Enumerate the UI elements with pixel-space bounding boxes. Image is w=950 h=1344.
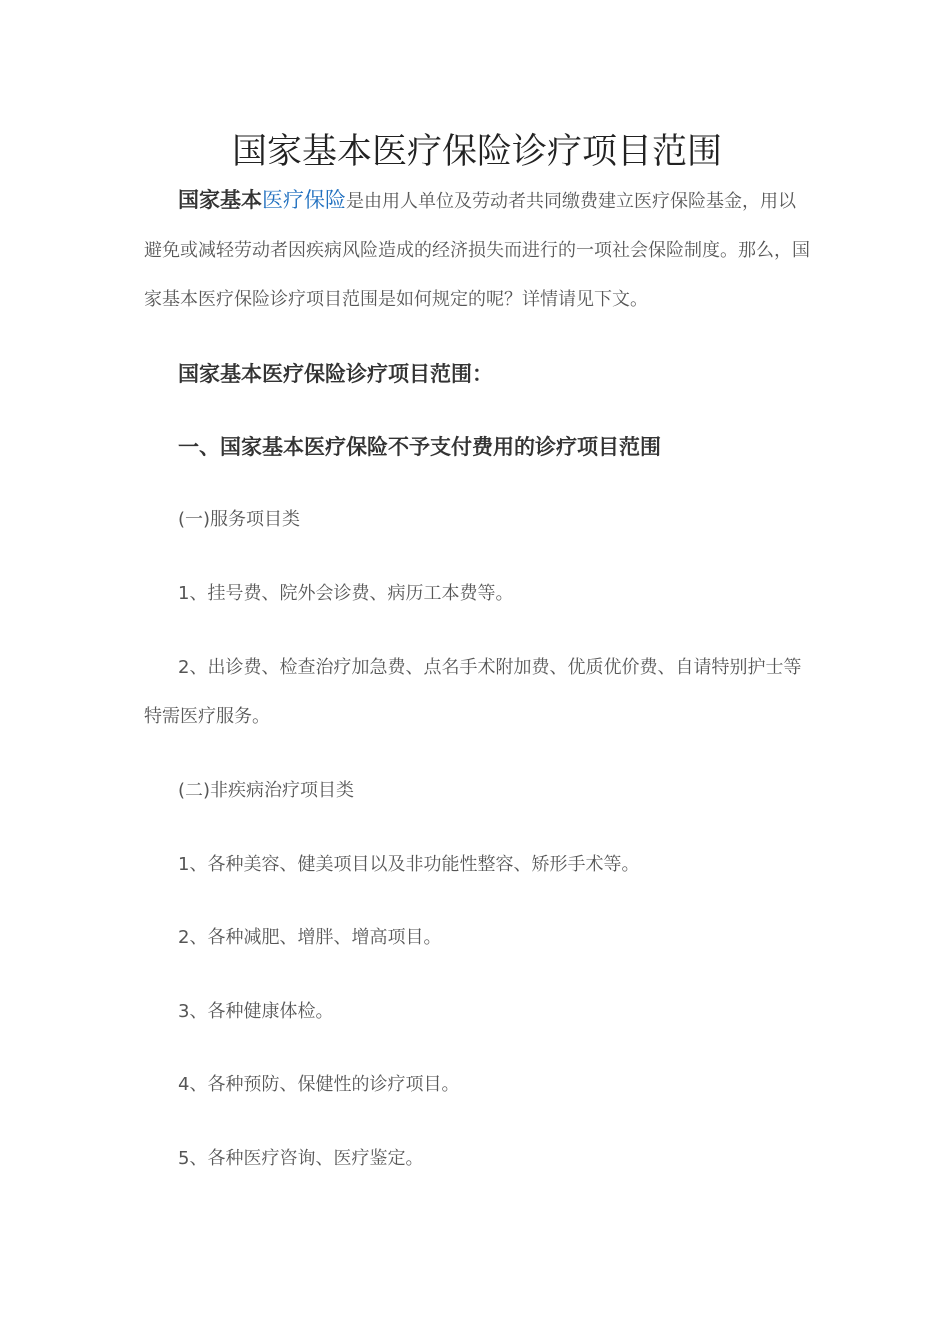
list-item: 2、各种减肥、增胖、增高项目。 — [178, 927, 442, 948]
list-item: 5、各种医疗咨询、医疗鉴定。 — [178, 1148, 424, 1169]
section-heading: 国家基本医疗保险诊疗项目范围： — [178, 362, 493, 386]
intro-paragraph — [144, 176, 810, 324]
list-item: 1、各种美容、健美项目以及非功能性整容、矫形手术等。 — [178, 854, 640, 875]
document-title: 国家基本医疗保险诊疗项目范围 — [231, 132, 722, 172]
list-item: 3、各种健康体检。 — [178, 1001, 334, 1022]
category-two-label: (二)非疾病治疗项目类 — [178, 780, 355, 801]
medical-insurance-link[interactable]: 医疗保险 — [262, 188, 346, 212]
intro-lead-bold: 国家基本 — [178, 188, 262, 212]
category-one-label: (一)服务项目类 — [178, 509, 301, 530]
list-item: 4、各种预防、保健性的诊疗项目。 — [178, 1074, 460, 1095]
list-item: 2、出诊费、检查治疗加急费、点名手术附加费、优质优价费、自请特别护士等特需医疗服务。 — [144, 657, 802, 727]
list-item: 1、挂号费、院外会诊费、病历工本费等。 — [178, 583, 514, 604]
part-one-heading: 一、国家基本医疗保险不予支付费用的诊疗项目范围 — [178, 435, 661, 459]
intro-text: 是由用人单位及劳动者共同缴费建立医疗保险基金，用以避免或减轻劳动者因疾病风险造成的经济损失而进行的一项社会保险制度。那么，国家基本医疗保险诊疗项目范围是如何规定的呢？详情请见下文。 — [144, 191, 810, 310]
